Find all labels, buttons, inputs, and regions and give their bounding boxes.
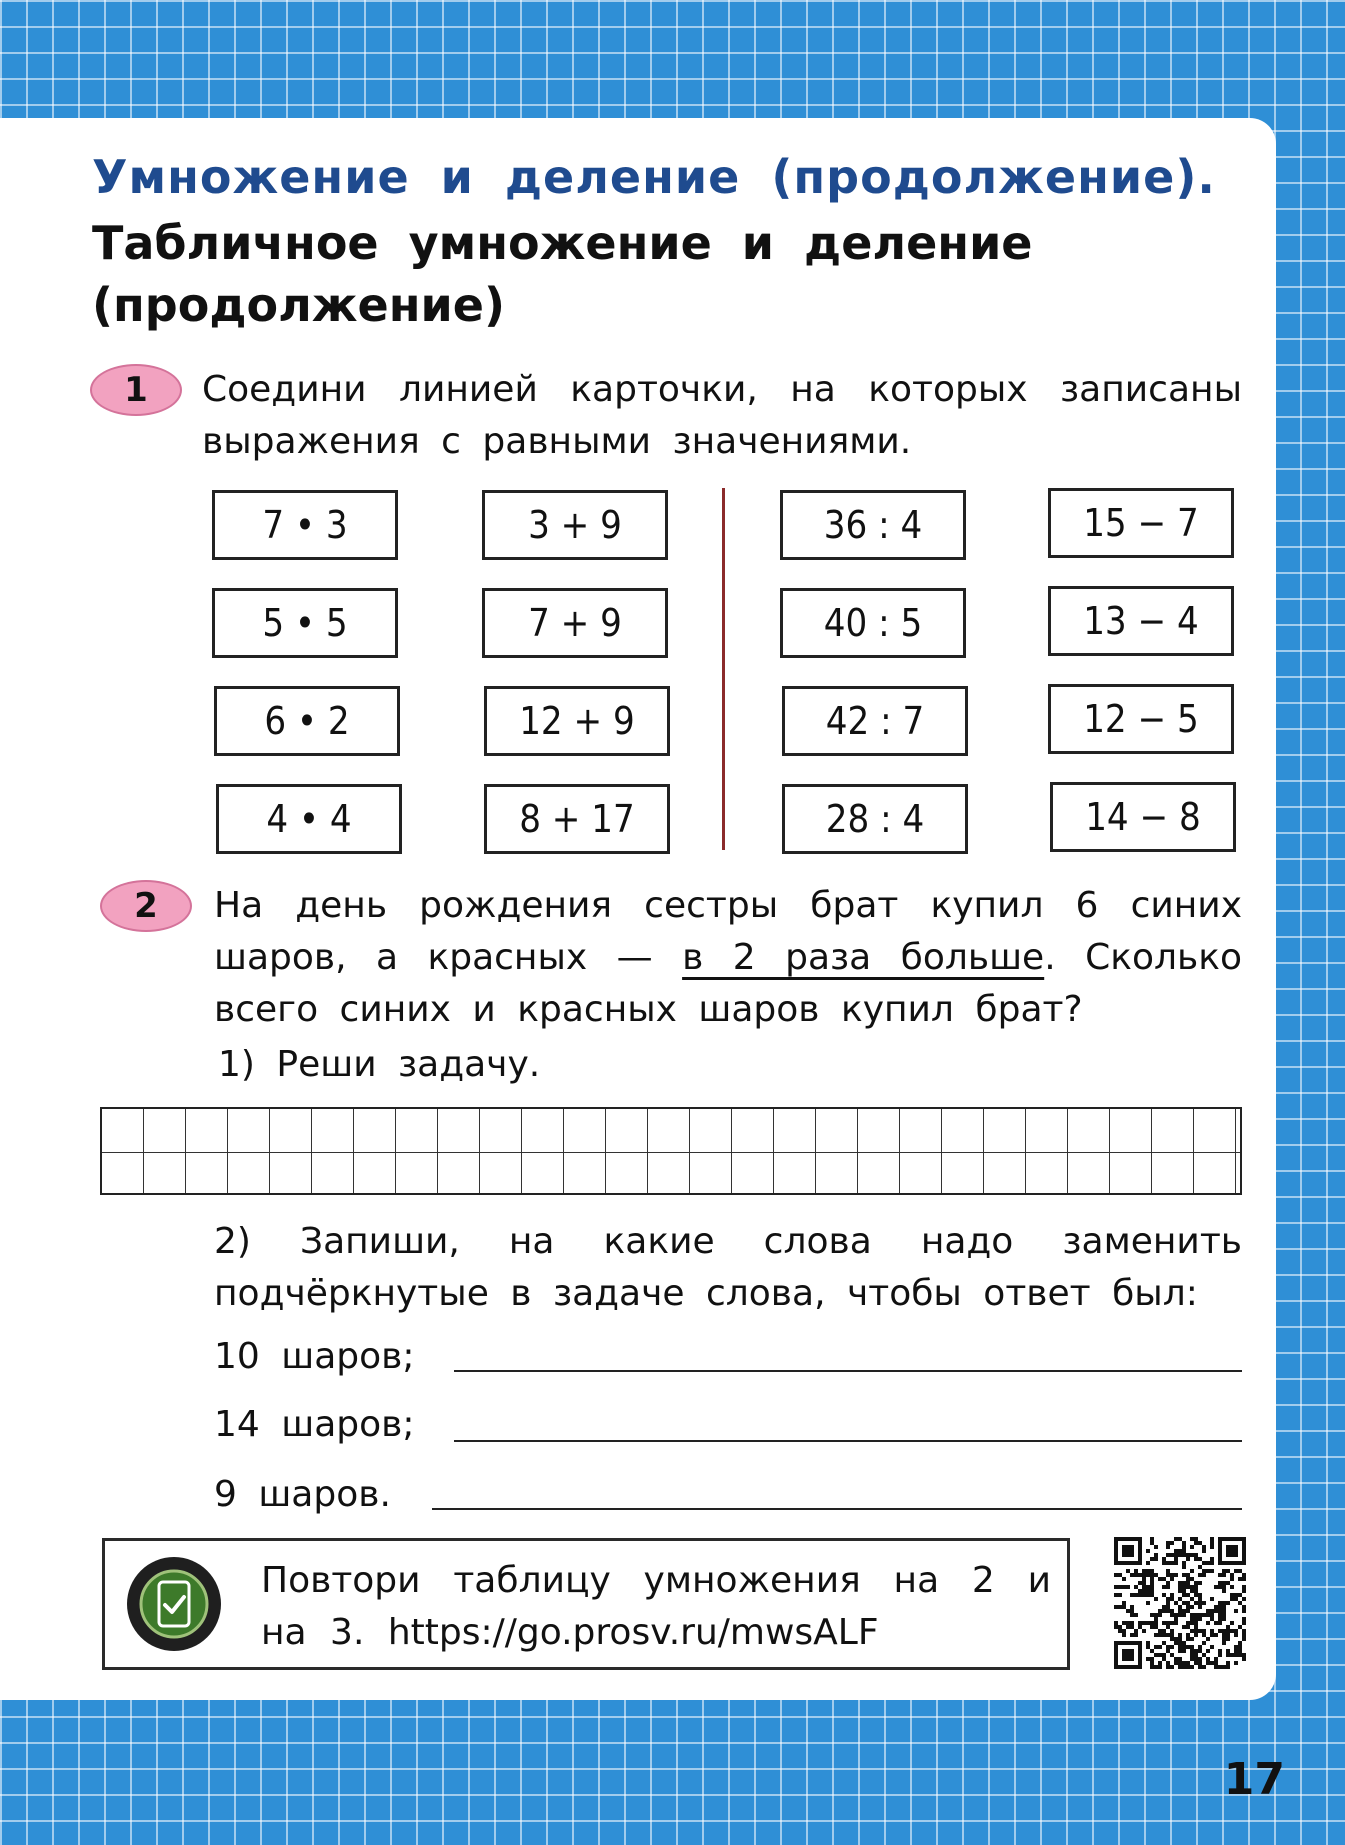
task-1-text: Соедини линией карточки, на которых записаны выражения с равными значениями. (202, 369, 1242, 462)
answer-label-2: 14 шаров; (214, 1404, 415, 1445)
answer-line-2[interactable] (454, 1440, 1242, 1442)
task-1-badge: 1 (90, 364, 182, 416)
card-col1-2[interactable]: 5 • 5 (212, 588, 398, 658)
card-col4-1[interactable]: 15 − 7 (1048, 488, 1234, 558)
task-2-step-1: 1) Реши задачу. (218, 1044, 541, 1085)
task-2-text (214, 880, 1242, 1036)
card-col4-3[interactable]: 12 − 5 (1048, 684, 1234, 754)
tip-box (102, 1538, 1070, 1670)
task-2-underlined-words: в 2 раза больше (682, 937, 1045, 978)
task-2-text-start: На день рождения сестры брат купил 6 синих шаров, а красных — (214, 885, 1242, 978)
card-col3-4[interactable]: 28 : 4 (782, 784, 968, 854)
card-col2-3[interactable]: 12 + 9 (484, 686, 670, 756)
task-2-text-end: . Сколько всего синих и красных шаров купил брат? (214, 937, 1242, 1030)
page-title: Умножение и деление (продолжение). (92, 150, 1216, 204)
card-col1-3[interactable]: 6 • 2 (214, 686, 400, 756)
card-col2-2[interactable]: 7 + 9 (482, 588, 668, 658)
task-2-step-2: 2) Запиши, на какие слова надо заменить подчёркнутые в задаче слова, чтобы ответ был: (214, 1221, 1242, 1314)
answer-label-3: 9 шаров. (214, 1474, 391, 1515)
answer-label-1: 10 шаров; (214, 1336, 415, 1377)
card-col4-2[interactable]: 13 − 4 (1048, 586, 1234, 656)
page-number: 17 (1223, 1754, 1285, 1805)
task-2-badge: 2 (100, 880, 192, 932)
card-col2-4[interactable]: 8 + 17 (484, 784, 670, 854)
column-divider (722, 488, 725, 850)
phone-check-icon (127, 1557, 221, 1651)
card-col2-1[interactable]: 3 + 9 (482, 490, 668, 560)
card-col1-4[interactable]: 4 • 4 (216, 784, 402, 854)
card-col4-4[interactable]: 14 − 8 (1050, 782, 1236, 852)
qr-code-icon[interactable] (1114, 1534, 1246, 1672)
card-col3-3[interactable]: 42 : 7 (782, 686, 968, 756)
card-col1-1[interactable]: 7 • 3 (212, 490, 398, 560)
card-col3-1[interactable]: 36 : 4 (780, 490, 966, 560)
page-subtitle: Табличное умножение и деление (продолжение) (92, 216, 1033, 332)
solution-grid[interactable] (100, 1107, 1242, 1195)
tip-text: Повтори таблицу умножения на 2 и на 3. https://go.prosv.ru/mwsALF (261, 1560, 1051, 1653)
answer-line-3[interactable] (432, 1508, 1242, 1510)
card-col3-2[interactable]: 40 : 5 (780, 588, 966, 658)
answer-line-1[interactable] (454, 1370, 1242, 1372)
